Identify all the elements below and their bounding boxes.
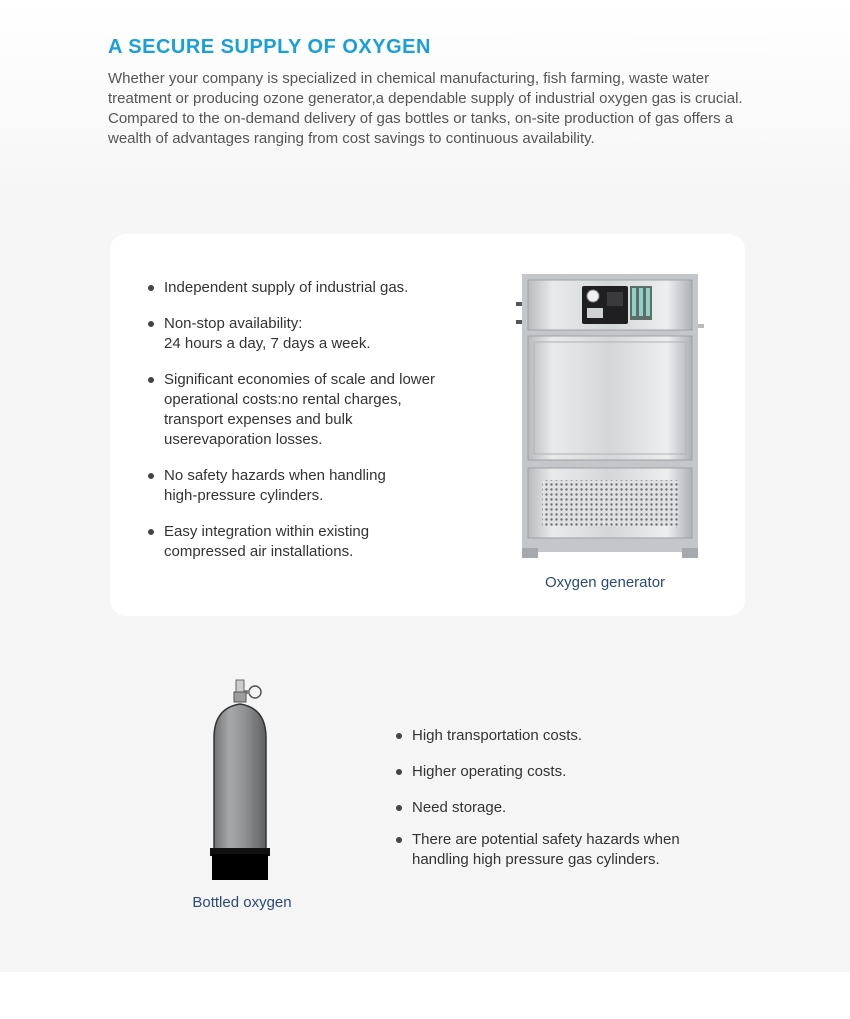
drawback-item: High transportation costs. [396, 726, 726, 746]
benefit-item [148, 522, 404, 562]
benefit-text: Non-stop availability: [164, 315, 303, 332]
oxygen-generator-icon [514, 272, 704, 562]
benefit-item [148, 278, 454, 298]
benefit-item [148, 314, 448, 354]
benefit-text: No safety hazards when handling high-pressure cylinders. [164, 467, 386, 504]
benefit-item [148, 370, 440, 450]
benefit-text: Easy integration within existing compressed air installations. [164, 523, 370, 560]
generator-caption: Oxygen generator [544, 574, 666, 591]
oxygen-generator-image [514, 272, 704, 562]
intro-paragraph: Whether your company is specialized in chemical manufacturing, fish farming, waste water treatment or producing ozone generator,a dependable supply of industrial oxygen gas is crucial. Compared to the on-demand delivery of gas bottles or tanks, on-site production of gas offers a wealth of advantages ranging from cost savings to continuous availability. [108, 70, 743, 147]
benefit-text: Independent supply of industrial gas. [164, 279, 409, 296]
generator-card [110, 234, 745, 616]
bottle-drawbacks-list [396, 726, 726, 886]
bottled-oxygen-image [200, 678, 280, 882]
benefit-item [148, 466, 414, 506]
benefit-text: Significant economies of scale and lower operational costs:no rental charges, transport expenses and bulk userevaporation losses. [164, 371, 435, 448]
drawback-item: There are potential safety hazards when handling high pressure gas cylinders. [396, 830, 712, 870]
benefit-text-line2: 24 hours a day, 7 days a week. [164, 335, 371, 352]
section-title: A SECURE SUPPLY OF OXYGEN [108, 36, 431, 58]
drawback-item: Higher operating costs. [396, 762, 726, 782]
bottle-caption: Bottled oxygen [192, 894, 292, 911]
drawback-item: Need storage. [396, 798, 726, 818]
gas-cylinder-icon [200, 678, 280, 882]
generator-benefits-list [148, 278, 448, 578]
